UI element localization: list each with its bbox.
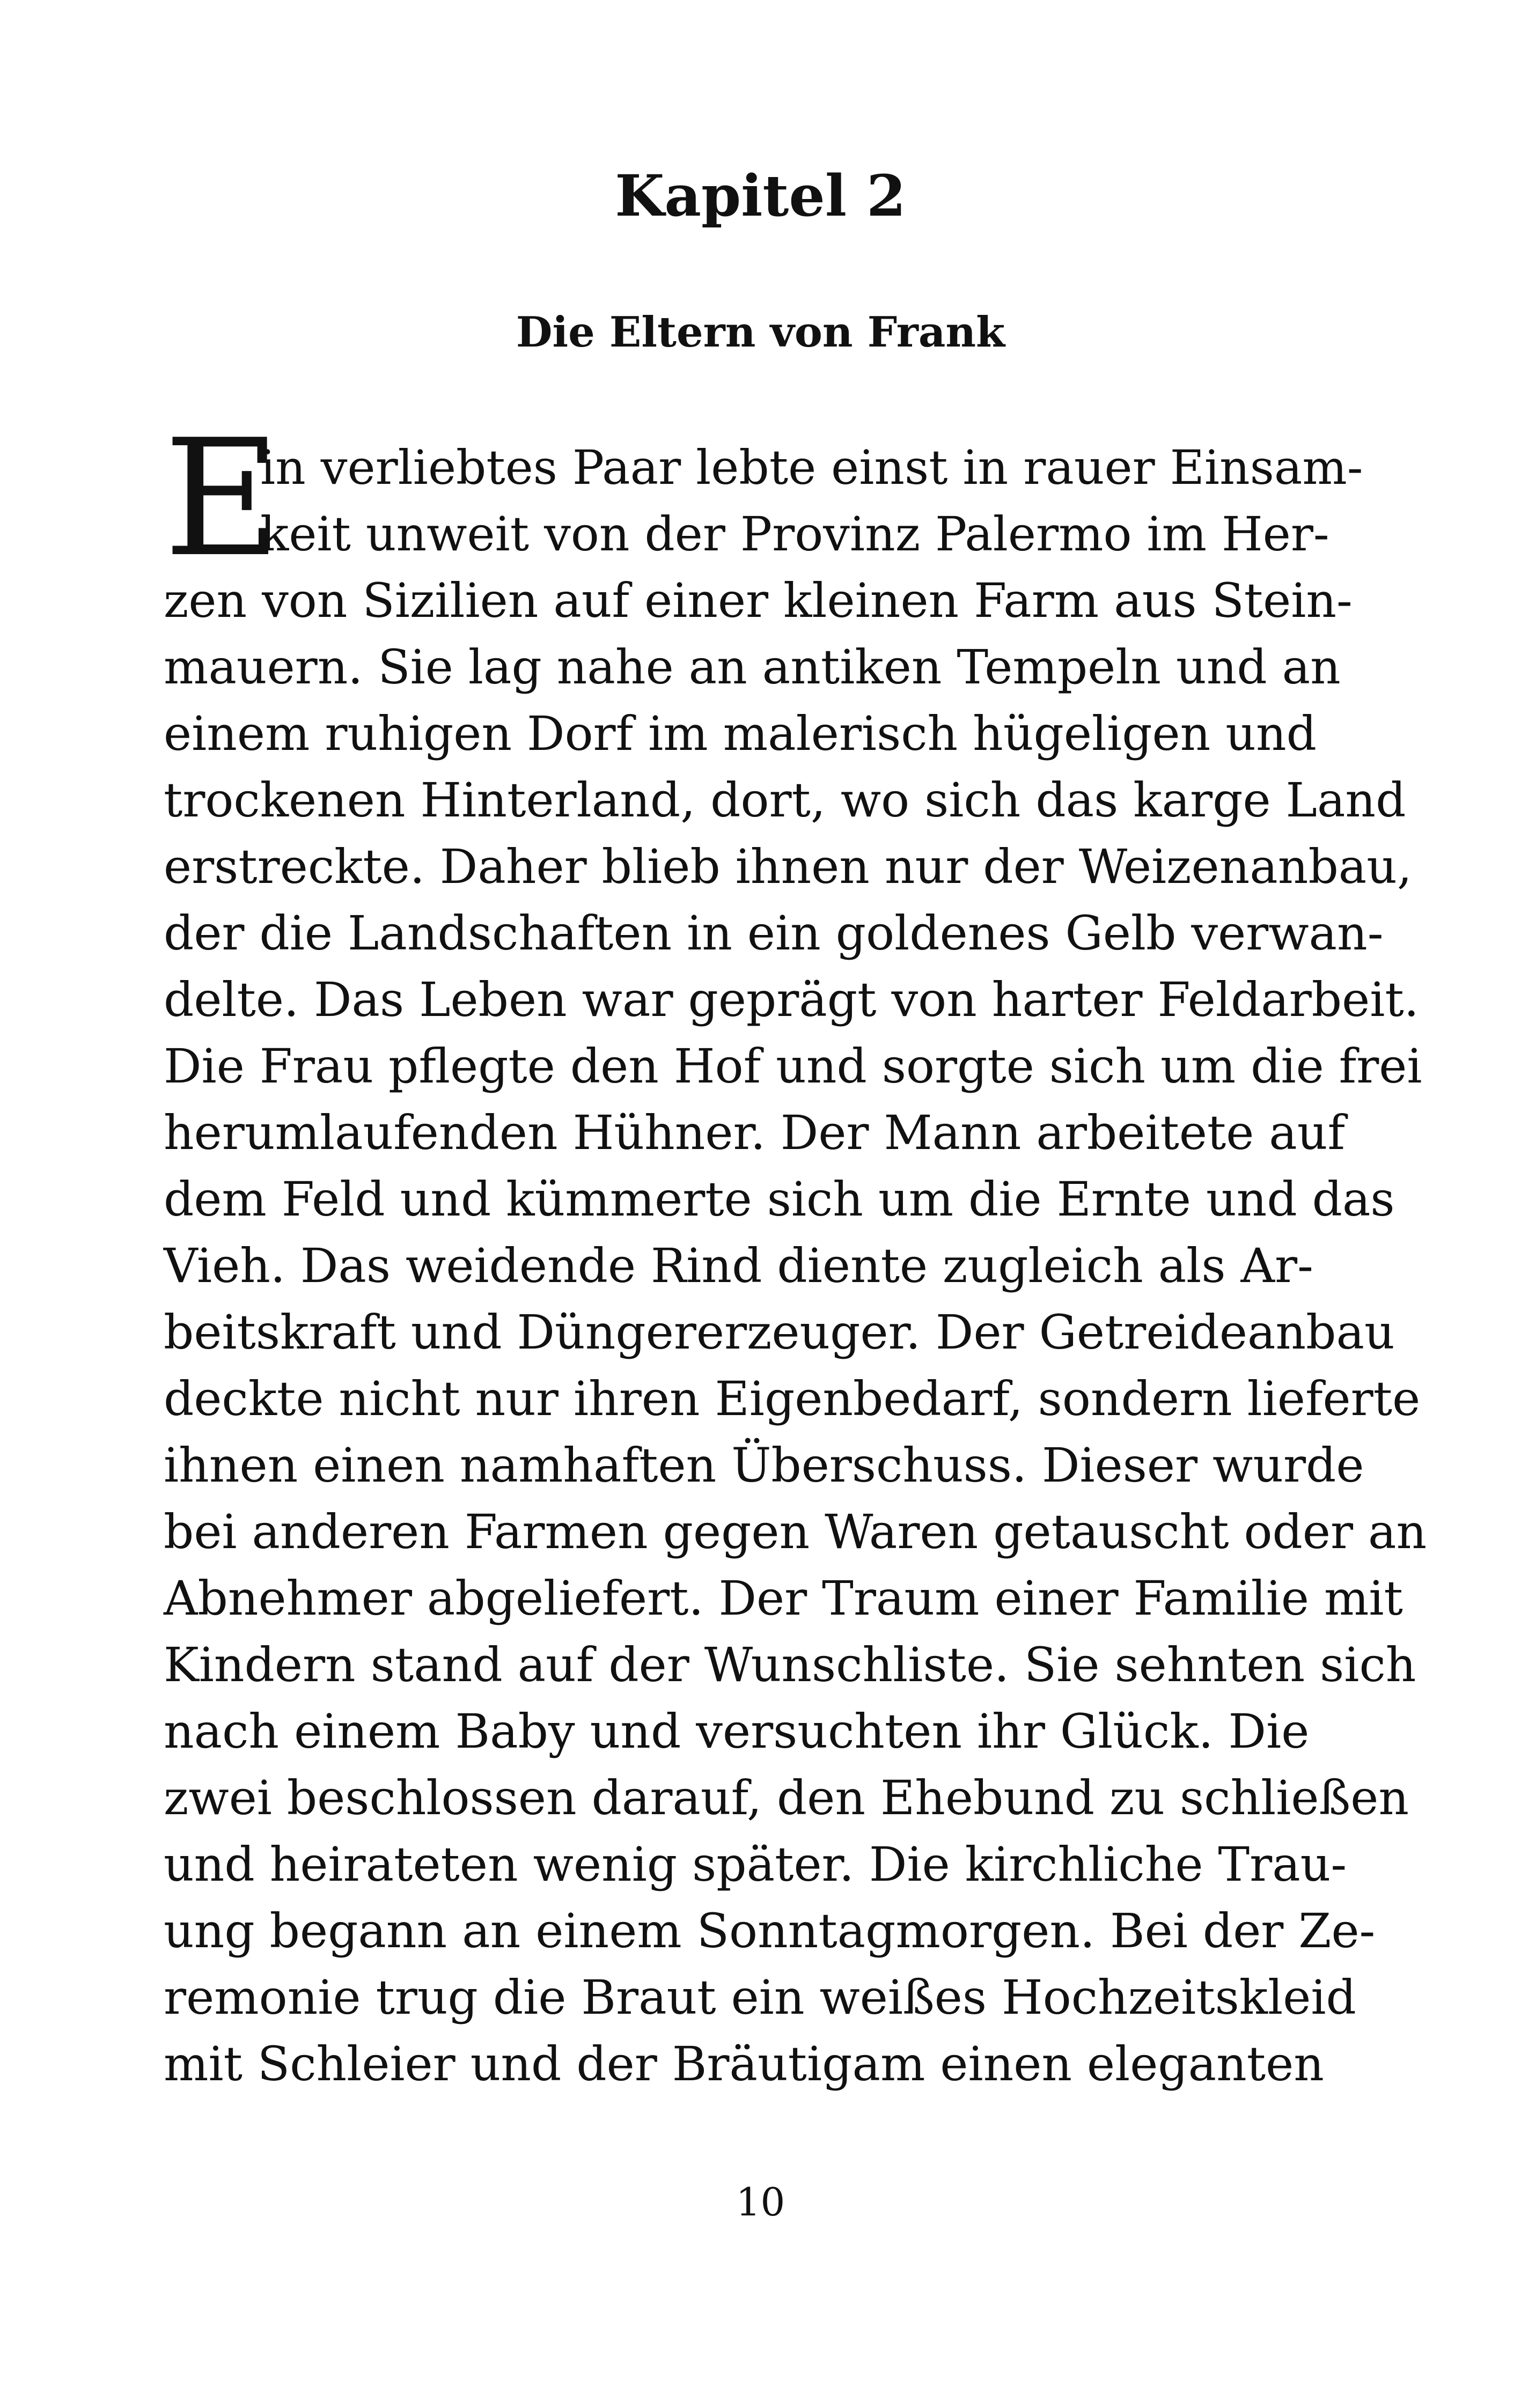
drop-cap: E (164, 405, 281, 592)
text-line: deckte nicht nur ihren Eigenbedarf, sondern lieferte (164, 1371, 1421, 1426)
text-line: Vieh. Das weidende Rind diente zugleich als Ar- (164, 1238, 1313, 1293)
text-line: in verliebtes Paar lebte einst in rauer Einsam- (260, 440, 1363, 495)
chapter-body-text (164, 405, 1427, 2097)
chapter-title: Kapitel 2 (615, 162, 906, 229)
text-line: remonie trug die Braut ein weißes Hochzeitskleid (164, 1970, 1356, 2025)
text-line: ihnen einen namhaften Überschuss. Dieser wurde (164, 1438, 1364, 1493)
text-line: ung begann an einem Sonntagmorgen. Bei der Ze- (164, 1903, 1376, 1958)
text-line: erstreckte. Daher blieb ihnen nur der Weizenanbau, (164, 839, 1412, 894)
text-line: und heirateten wenig später. Die kirchliche Trau- (164, 1837, 1347, 1892)
text-line: mit Schleier und der Bräutigam einen eleganten (164, 2036, 1324, 2092)
text-line: Abnehmer abgeliefert. Der Traum einer Familie mit (164, 1571, 1403, 1626)
page-number: 10 (736, 2179, 785, 2225)
text-line: mauern. Sie lag nahe an antiken Tempeln und an (164, 639, 1341, 695)
text-line: Kindern stand auf der Wunschliste. Sie sehnten sich (164, 1637, 1416, 1692)
text-line: zen von Sizilien auf einer kleinen Farm aus Stein- (164, 573, 1353, 628)
text-line: trockenen Hinterland, dort, wo sich das karge Land (164, 772, 1406, 828)
text-line: zwei beschlossen darauf, den Ehebund zu schließen (164, 1770, 1409, 1825)
chapter-subtitle: Die Eltern von Frank (516, 308, 1005, 357)
text-line: bei anderen Farmen gegen Waren getauscht oder an (164, 1504, 1427, 1559)
text-line: nach einem Baby und versuchten ihr Glück. Die (164, 1704, 1310, 1759)
text-line: delte. Das Leben war geprägt von harter Feldarbeit. (164, 972, 1419, 1027)
text-line: Die Frau pflegte den Hof und sorgte sich um die frei (164, 1039, 1422, 1094)
text-line: keit unweit von der Provinz Palermo im Her- (260, 506, 1329, 562)
text-line: der die Landschaften in ein goldenes Gelb verwan- (164, 905, 1384, 961)
text-line: beitskraft und Düngererzeuger. Der Getreideanbau (164, 1305, 1395, 1360)
text-line: herumlaufenden Hühner. Der Mann arbeitete auf (164, 1105, 1346, 1160)
text-line: einem ruhigen Dorf im malerisch hügeligen und (164, 706, 1317, 761)
text-line: dem Feld und kümmerte sich um die Ernte und das (164, 1172, 1395, 1227)
